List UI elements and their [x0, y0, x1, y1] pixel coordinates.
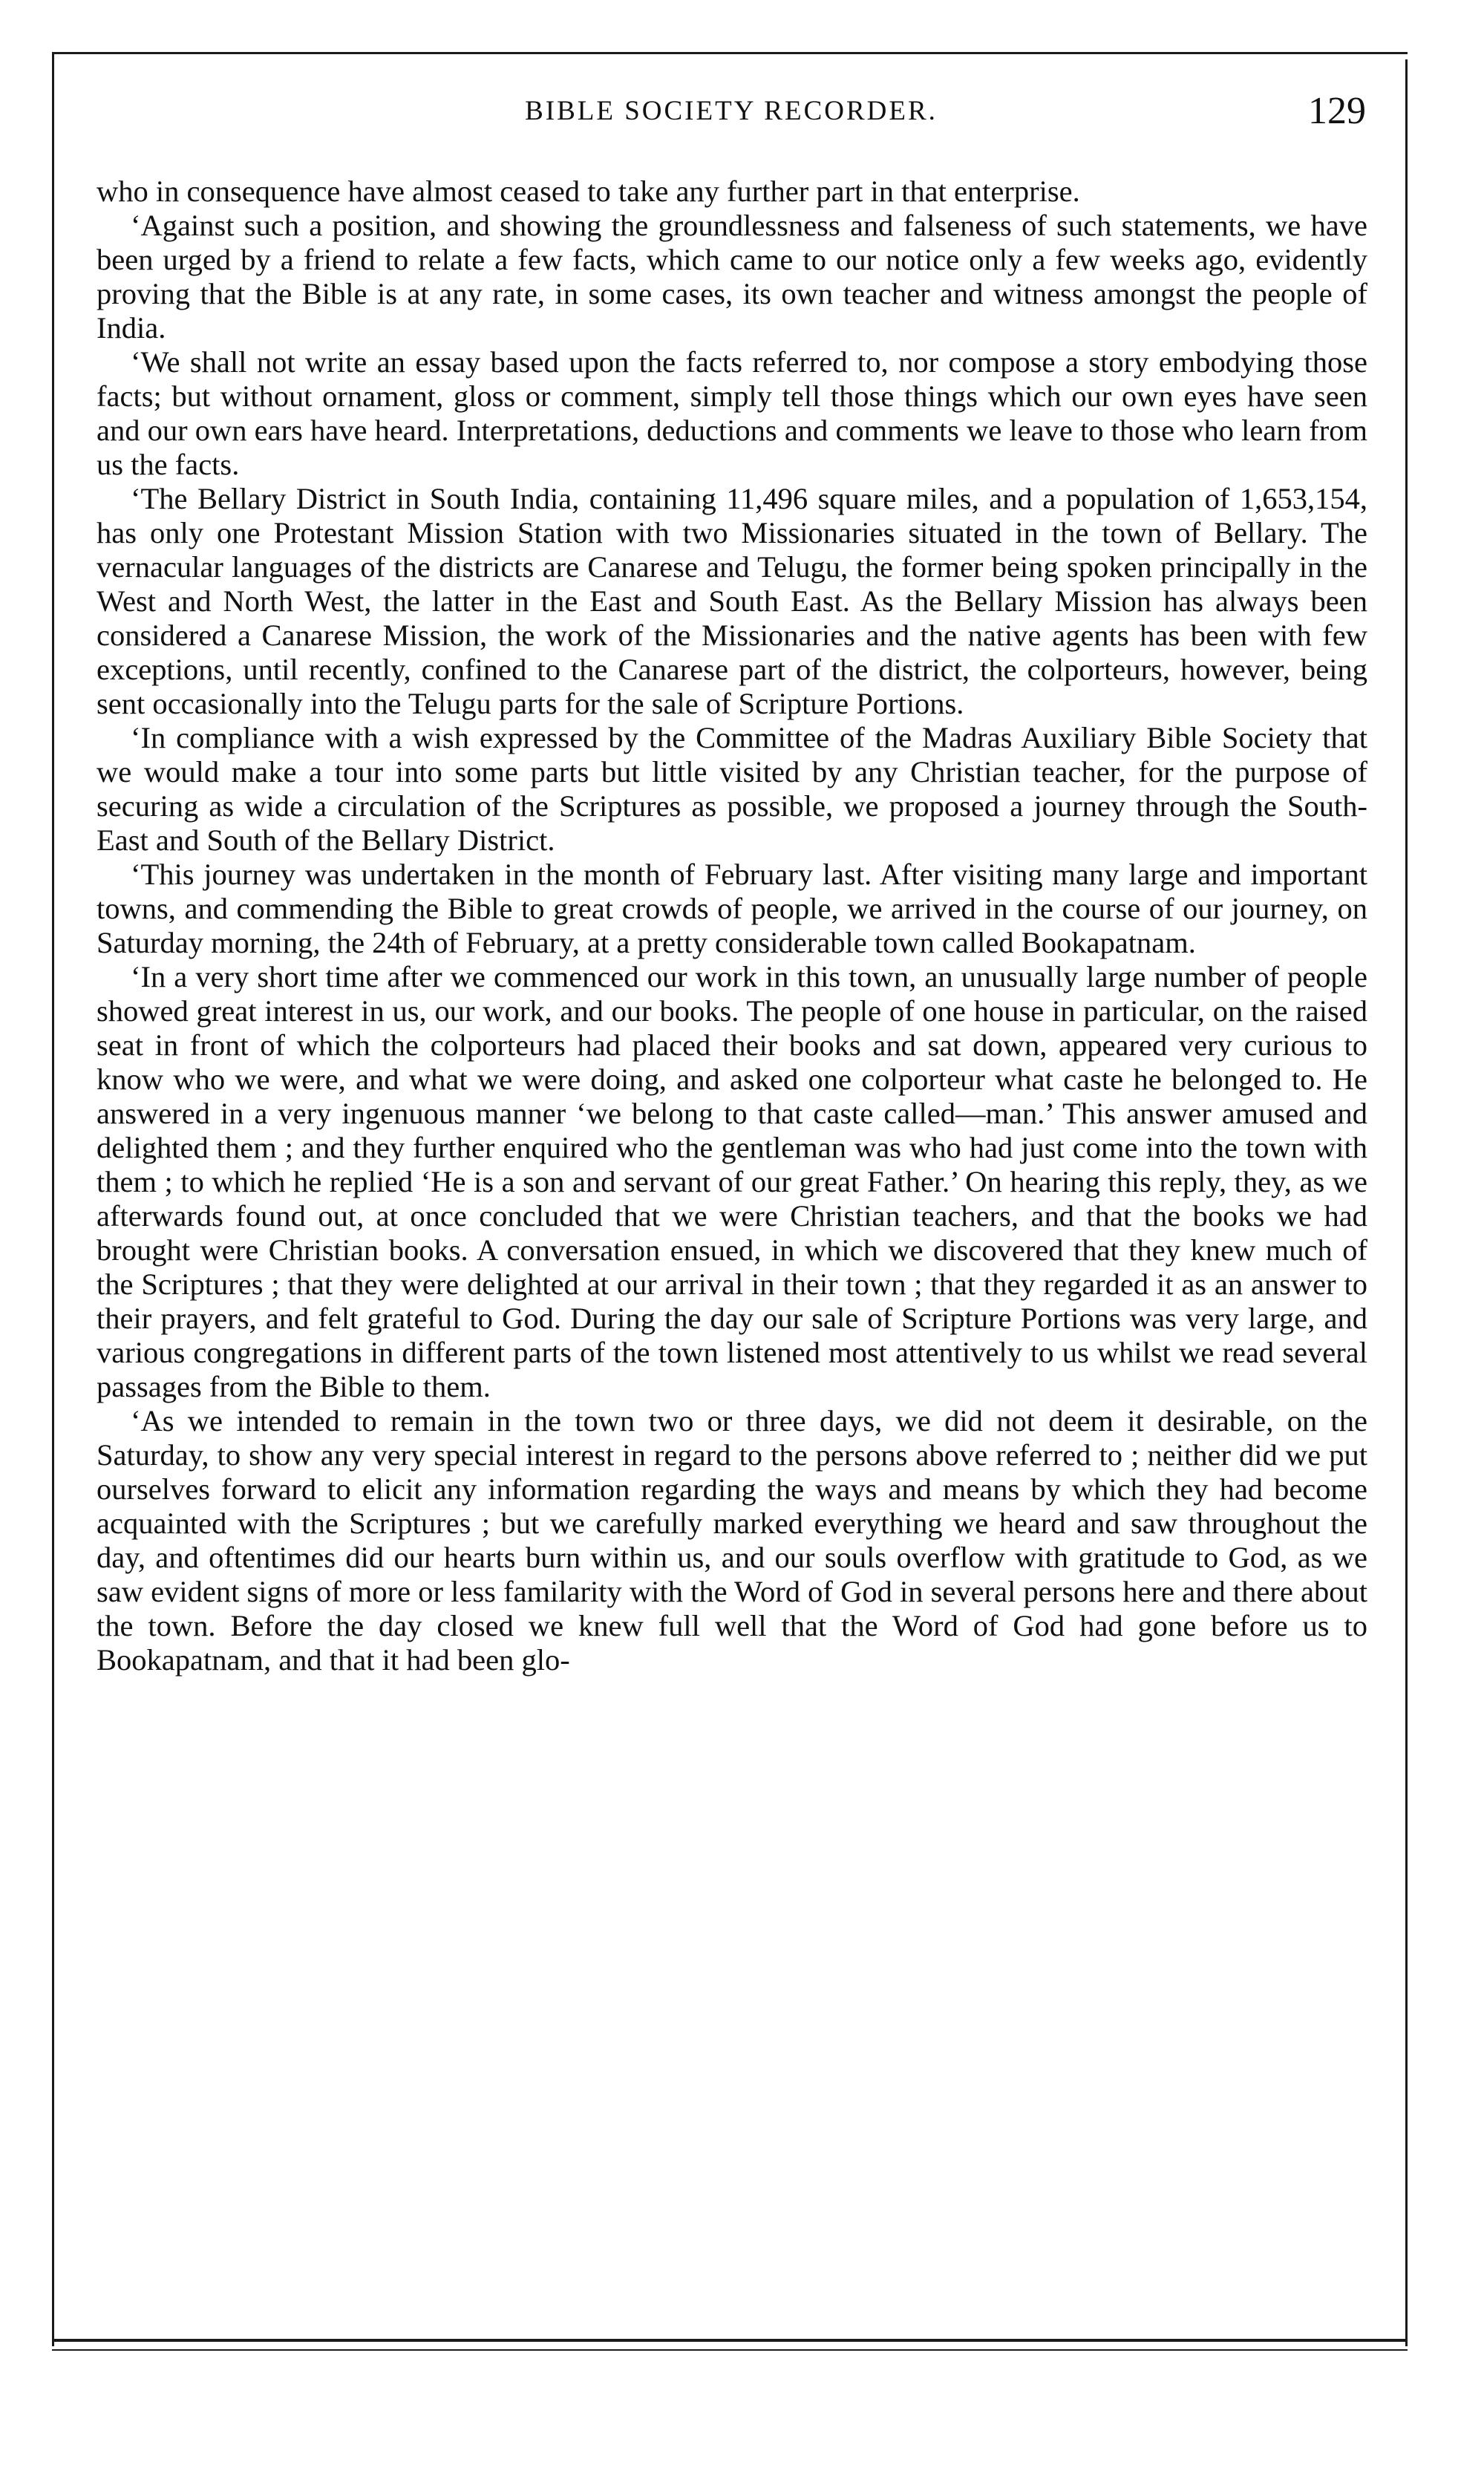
running-head	[97, 89, 1366, 134]
paragraph: ‘As we intended to remain in the town two or three days, we did not deem it desirable, on the Saturday, to show any very special interest in regard to the persons above referred to ; neither did we put ourselves forward to elicit any information regarding the ways and means by which they had become acquainted with the Scriptures ; but we carefully marked everything we heard and saw throughout the day, and oftentimes did our hearts burn within us, and our souls overflow with gratitude to God, as we saw evident signs of more or less familarity with the Word of God in several persons here and there about the town. Before the day closed we knew full well that the Word of God had gone before us to Bookapatnam, and that it had been glo-	[97, 1404, 1367, 1677]
top-border-rule	[52, 52, 1408, 54]
paragraph: ‘This journey was undertaken in the month of February last. After visiting many large and important towns, and commending the Bible to great crowds of people, we arrived in the course of our journey, on Saturday morning, the 24th of February, at a pretty considerable town called Bookapatnam.	[97, 858, 1367, 959]
bottom-double-rule	[52, 2349, 1408, 2351]
paragraph: ‘We shall not write an essay based upon the facts referred to, nor compose a story embodying those facts; but without ornament, gloss or comment, simply tell those things which our own eyes have seen and our own ears have heard. Interpretations, deductions and comments we leave to those who learn from us the facts.	[97, 345, 1367, 481]
paragraph: ‘In compliance with a wish expressed by the Committee of the Madras Auxiliary Bible Society that we would make a tour into some parts but little visited by any Christian teacher, for the purpose of securing as wide a circulation of the Scriptures as possible, we proposed a journey through the South-East and South of the Bellary District.	[97, 721, 1367, 857]
body-text	[97, 174, 1367, 1677]
paragraph: ‘Against such a position, and showing the groundlessness and falseness of such statements, we have been urged by a friend to relate a few facts, which came to our notice only a few weeks ago, evidently proving that the Bible is at any rate, in some cases, its own teacher and witness amongst the people of India.	[97, 209, 1367, 345]
paragraph: ‘In a very short time after we commenced our work in this town, an unusually large number of people showed great interest in us, our work, and our books. The people of one house in particular, on the raised seat in front of which the colporteurs had placed their books and sat down, appeared very curious to know who we were, and what we were doing, and asked one colporteur what caste he belonged to. He answered in a very ingenuous manner ‘we belong to that caste called—man.’ This answer amused and delighted them ; and they further enquired who the gentleman was who had just come into the town with them ; to which he replied ‘He is a son and servant of our great Father.’ On hearing this reply, they, as we afterwards found out, at once concluded that we were Christian teachers, and that the books we had brought were Christian books. A conversation ensued, in which we discovered that they knew much of the Scriptures ; that they were delighted at our arrival in their town ; that they regarded it as an answer to their prayers, and felt grateful to God. During the day our sale of Scripture Portions was very large, and various congregations in different parts of the town listened most attentively to us whilst we read several passages from the Bible to them.	[97, 960, 1367, 1403]
left-border-rule	[52, 52, 54, 2346]
paragraph: who in consequence have almost ceased to take any further part in that enterprise.	[97, 174, 1080, 208]
paragraph: ‘The Bellary District in South India, containing 11,496 square miles, and a population of 1,653,154, has only one Protestant Mission Station with two Missionaries situated in the town of Bellary. The vernacular languages of the districts are Canarese and Telugu, the former being spoken principally in the West and North West, the latter in the East and South East. As the Bellary Mission has always been considered a Canarese Mission, the work of the Missionaries and the native agents has been with few exceptions, until recently, confined to the Canarese part of the district, the colporteurs, however, being sent occasionally into the Telugu parts for the sale of Scripture Portions.	[97, 482, 1367, 720]
running-title: BIBLE SOCIETY RECORDER.	[525, 96, 938, 126]
right-border-rule	[1405, 59, 1408, 2346]
bottom-border-rule	[52, 2339, 1408, 2342]
page-number: 129	[1308, 90, 1366, 132]
